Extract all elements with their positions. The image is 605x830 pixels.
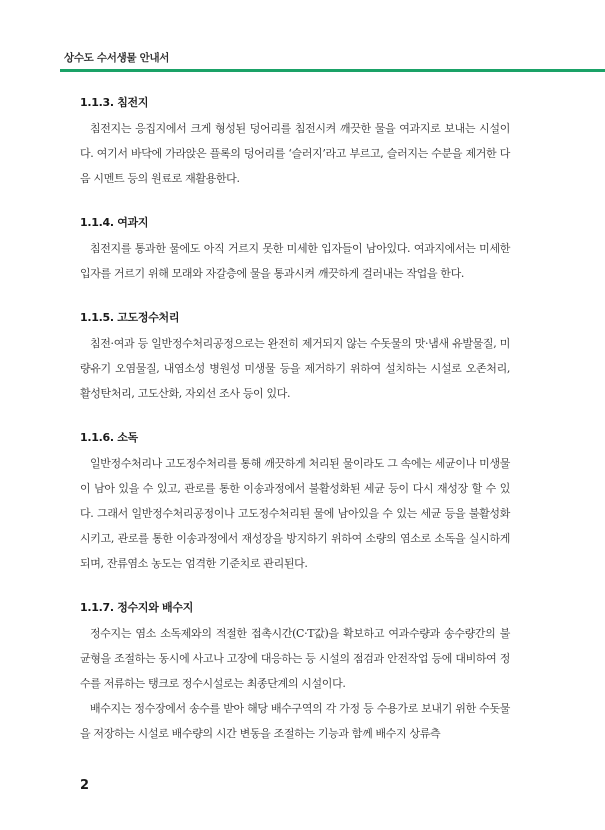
section-paragraph: 배수지는 정수장에서 송수를 받아 해당 배수구역의 각 가정 등 수용가로 보내기 위한 수돗물을 저장하는 시설로 배수량의 시간 변동을 조절하는 기능과 함께 배수지 상류측: [80, 702, 510, 740]
section-paragraph: 일반정수처리나 고도정수처리를 통해 깨끗하게 처리된 물이라도 그 속에는 세균이나 미생물이 남아 있을 수 있고, 관로를 통한 이송과정에서 불활성화된 세균 등이 다시 재성장 할 수 있다. 그래서 일반정수처리공정이나 고도정수처리된 물에 남아있을 수 있는 세균 등을 불활성화시키고, 관로를 통한 이송과정에서 재성장을 방지하기 위하여 소량의 염소로 소독을 실시하게 되며, 잔류염소 농도는 엄격한 기준치로 관리된다.: [80, 457, 510, 570]
header-rule: [60, 69, 605, 72]
section-advanced-treatment: [80, 309, 510, 406]
section-heading: 1.1.3. 침전지: [80, 96, 149, 109]
section-disinfection: [80, 429, 510, 576]
section-clearwell-and-reservoir: [80, 599, 510, 746]
section-heading: 1.1.6. 소독: [80, 431, 138, 444]
document-body: [80, 94, 510, 769]
page-number: 2: [80, 778, 90, 793]
section-heading: 1.1.4. 여과지: [80, 216, 149, 229]
section-paragraph: 침전지는 응집지에서 크게 형성된 덩어리를 침전시켜 깨끗한 물을 여과지로 보내는 시설이다. 여기서 바닥에 가라앉은 플록의 덩어리를 ‘슬러지’라고 부르고, 슬러지는 수분을 제거한 다음 시멘트 등의 원료로 재활용한다.: [80, 122, 510, 185]
section-sedimentation-basin: [80, 94, 510, 191]
section-paragraph: 정수지는 염소 소독제와의 적절한 접촉시간(C·T값)을 확보하고 여과수량과 송수량간의 불균형을 조절하는 동시에 사고나 고장에 대응하는 등 시설의 점검과 안전작업 등에 대비하여 정수를 저류하는 탱크로 정수시설로는 최종단계의 시설이다.: [80, 627, 510, 690]
section-paragraph: 침전·여과 등 일반정수처리공정으로는 완전히 제거되지 않는 수돗물의 맛·냄새 유발물질, 미량유기 오염물질, 내염소성 병원성 미생물 등을 제거하기 위하여 설치하는 시설로 오존처리, 활성탄처리, 고도산화, 자외선 조사 등이 있다.: [80, 337, 510, 400]
section-paragraph: 침전지를 통과한 물에도 아직 거르지 못한 미세한 입자들이 남아있다. 여과지에서는 미세한 입자를 거르기 위해 모래와 자갈층에 물을 통과시켜 깨끗하게 걸러내는 작업을 한다.: [80, 242, 510, 280]
section-heading: 1.1.5. 고도정수처리: [80, 311, 180, 324]
running-header-title: 상수도 수서생물 안내서: [64, 52, 170, 64]
section-heading: 1.1.7. 정수지와 배수지: [80, 601, 194, 614]
section-filter-basin: [80, 214, 510, 286]
